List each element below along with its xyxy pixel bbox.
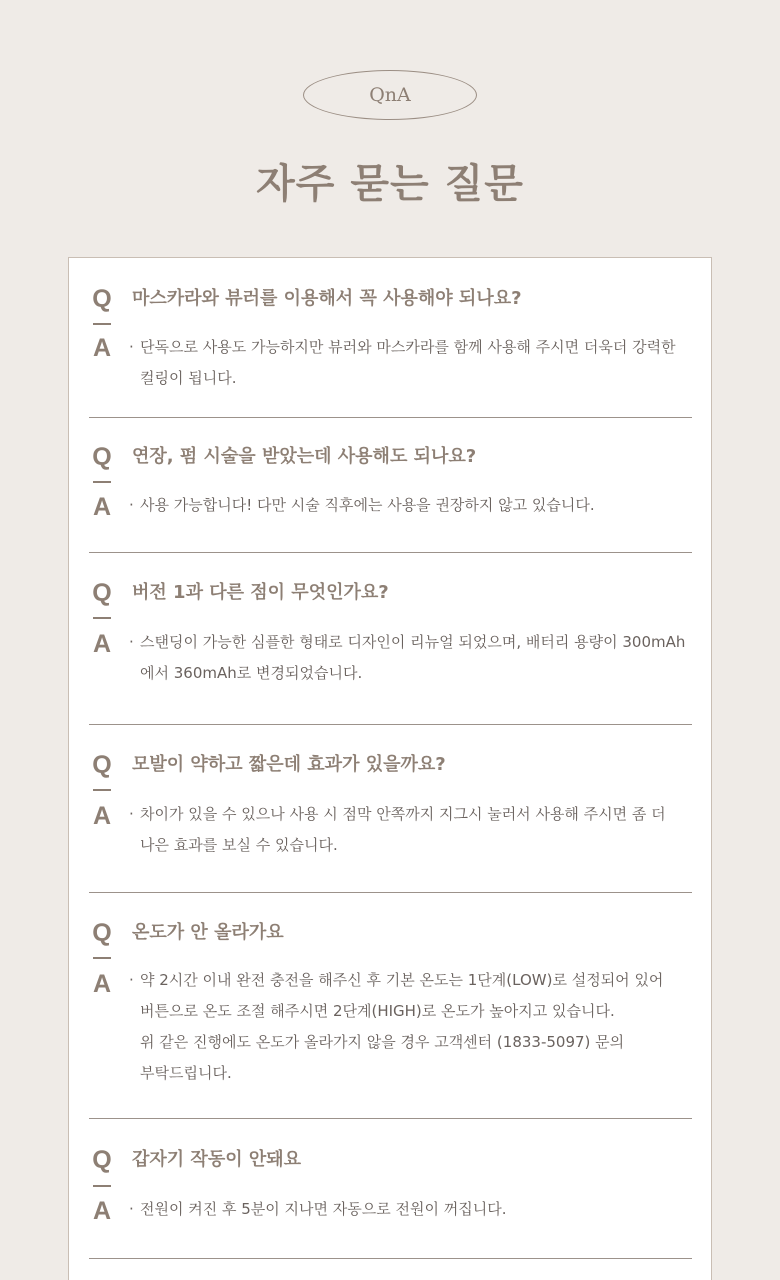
faq-card <box>68 257 712 1280</box>
answer-line: 위 같은 진행에도 온도가 올라가지 않을 경우 고객센터 (1833-5097) 문의 <box>140 1033 625 1051</box>
faq-item <box>89 893 692 1119</box>
faq-question: 온도가 안 올라가요 <box>132 922 284 943</box>
answer-bullet: · <box>129 496 134 514</box>
answer-line: 컬링이 됩니다. <box>140 369 237 387</box>
q-mark: Q <box>92 1146 112 1174</box>
answer-line: 전원이 켜진 후 5분이 지나면 자동으로 전원이 꺼집니다. <box>140 1200 507 1218</box>
faq-answer <box>140 627 695 689</box>
a-mark: A <box>92 802 112 830</box>
qa-divider-dash <box>93 323 111 325</box>
answer-line: 부탁드립니다. <box>140 1064 232 1082</box>
faq-item <box>89 418 692 553</box>
answer-line: 나은 효과를 보실 수 있습니다. <box>140 836 338 854</box>
qa-divider-dash <box>93 481 111 483</box>
q-mark: Q <box>92 751 112 779</box>
answer-line: 에서 360mAh로 변경되었습니다. <box>140 664 363 682</box>
a-mark: A <box>92 1197 112 1225</box>
faq-item <box>89 1119 692 1259</box>
faq-question: 버전 1과 다른 점이 무엇인가요? <box>132 582 389 603</box>
faq-item <box>89 278 692 418</box>
faq-answer <box>140 965 695 1089</box>
faq-question: 연장, 펌 시술을 받았는데 사용해도 되나요? <box>132 446 477 467</box>
faq-answer <box>140 490 695 521</box>
answer-line: 버튼으로 온도 조절 해주시면 2단계(HIGH)로 온도가 높아지고 있습니다. <box>140 1002 615 1020</box>
answer-bullet: · <box>129 1200 134 1218</box>
q-mark: Q <box>92 443 112 471</box>
a-mark: A <box>92 630 112 658</box>
q-mark: Q <box>92 579 112 607</box>
answer-line: 약 2시간 이내 완전 충전을 해주신 후 기본 온도는 1단계(LOW)로 설정되어 있어 <box>140 971 664 989</box>
faq-answer <box>140 332 695 394</box>
a-mark: A <box>92 493 112 521</box>
faq-item <box>89 553 692 725</box>
answer-line: 사용 가능합니다! 다만 시술 직후에는 사용을 권장하지 않고 있습니다. <box>140 496 595 514</box>
page-title: 자주 묻는 질문 <box>256 161 524 207</box>
faq-item <box>89 725 692 893</box>
answer-bullet: · <box>129 971 134 989</box>
qa-divider-dash <box>93 789 111 791</box>
faq-answer <box>140 1194 695 1225</box>
q-mark: Q <box>92 919 112 947</box>
answer-line: 차이가 있을 수 있으나 사용 시 점막 안쪽까지 지그시 눌러서 사용해 주시면 좀 더 <box>140 805 666 823</box>
qna-badge <box>303 70 477 120</box>
answer-bullet: · <box>129 633 134 651</box>
qa-divider-dash <box>93 617 111 619</box>
faq-question: 마스카라와 뷰러를 이용해서 꼭 사용해야 되나요? <box>132 288 522 309</box>
faq-question: 모발이 약하고 짧은데 효과가 있을까요? <box>132 754 446 775</box>
answer-bullet: · <box>129 805 134 823</box>
a-mark: A <box>92 970 112 998</box>
answer-bullet: · <box>129 338 134 356</box>
answer-line: 단독으로 사용도 가능하지만 뷰러와 마스카라를 함께 사용해 주시면 더욱더 강력한 <box>140 338 676 356</box>
qa-divider-dash <box>93 957 111 959</box>
faq-question: 갑자기 작동이 안돼요 <box>132 1149 302 1170</box>
qa-divider-dash <box>93 1185 111 1187</box>
faq-answer <box>140 799 695 861</box>
a-mark: A <box>92 334 112 362</box>
qna-badge-label: QnA <box>369 84 411 106</box>
answer-line: 스탠딩이 가능한 심플한 형태로 디자인이 리뉴얼 되었으며, 배터리 용량이 300mAh <box>140 633 686 651</box>
q-mark: Q <box>92 285 112 313</box>
